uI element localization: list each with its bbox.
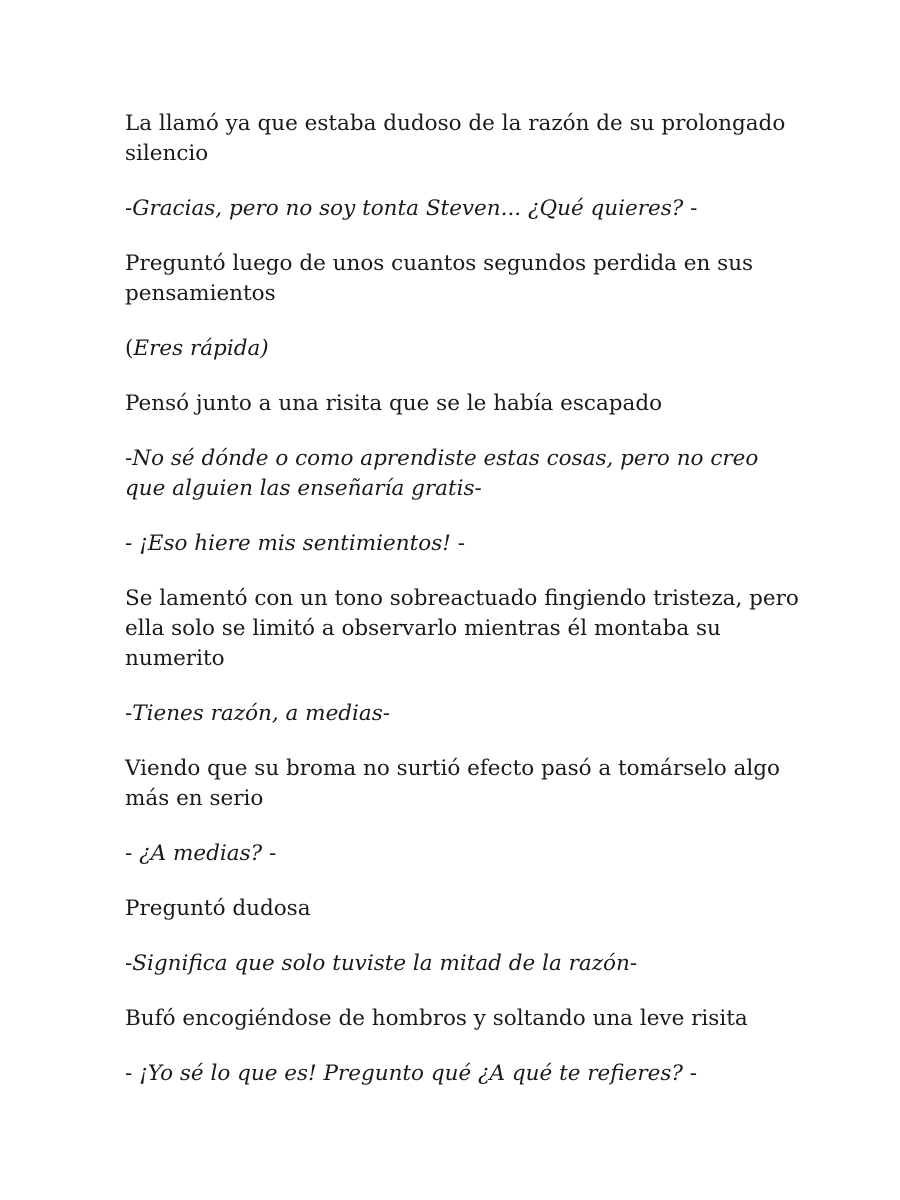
dialogue-speech: No sé dónde o como aprendiste estas cosas, pero no creo que alguien las enseñaría gratis bbox=[125, 446, 759, 501]
dialogue-paragraph bbox=[125, 444, 805, 504]
narration-paragraph: Pensó junto a una risita que se le había escapado bbox=[125, 391, 663, 416]
thought-paragraph bbox=[125, 334, 805, 364]
dialogue-paragraph bbox=[125, 1059, 805, 1089]
narration-paragraph: Se lamentó con un tono sobreactuado fingiendo tristeza, pero ella solo se limitó a observarlo mientras él montaba su numerito bbox=[125, 586, 799, 671]
narration-paragraph: La llamó ya que estaba dudoso de la razón de su prolongado silencio bbox=[125, 111, 786, 166]
narration-paragraph: Bufó encogiéndose de hombros y soltando una leve risita bbox=[125, 1006, 748, 1031]
dialogue-speech: ¿A medias? bbox=[139, 841, 263, 866]
dialogue-prefix: - bbox=[125, 951, 133, 976]
dialogue-suffix: - bbox=[382, 701, 391, 726]
dialogue-speech: Significa que solo tuviste la mitad de la razón bbox=[132, 951, 630, 976]
dialogue-suffix: - bbox=[450, 531, 465, 556]
narration-paragraph: Viendo que su broma no surtió efecto pasó a tomárselo algo más en serio bbox=[125, 756, 780, 811]
narration-paragraph: Preguntó dudosa bbox=[125, 896, 311, 921]
dialogue-suffix: - bbox=[262, 841, 277, 866]
dialogue-suffix: - bbox=[683, 196, 698, 221]
dialogue-prefix: ( bbox=[125, 336, 134, 361]
dialogue-paragraph bbox=[125, 699, 805, 729]
dialogue-prefix: - bbox=[125, 196, 133, 221]
dialogue-prefix: - bbox=[125, 446, 133, 471]
dialogue-speech: Gracias, pero no soy tonta Steven... ¿Qué quieres? bbox=[132, 196, 684, 221]
dialogue-suffix: - bbox=[629, 951, 638, 976]
dialogue-speech: ¡Yo sé lo que es! Pregunto qué ¿A qué te refieres? bbox=[139, 1061, 683, 1086]
dialogue-prefix: - bbox=[125, 1061, 140, 1086]
narration-paragraph: Preguntó luego de unos cuantos segundos perdida en sus pensamientos bbox=[125, 251, 754, 306]
dialogue-suffix: - bbox=[474, 476, 482, 501]
dialogue-prefix: - bbox=[125, 701, 133, 726]
dialogue-prefix: - bbox=[125, 841, 140, 866]
dialogue-suffix: - bbox=[682, 1061, 697, 1086]
dialogue-prefix: - bbox=[125, 531, 140, 556]
dialogue-speech: ¡Eso hiere mis sentimientos! bbox=[139, 531, 451, 556]
dialogue-speech: Tienes razón, a medias bbox=[132, 701, 383, 726]
dialogue-paragraph bbox=[125, 194, 805, 224]
dialogue-paragraph bbox=[125, 949, 805, 979]
dialogue-speech: Eres rápida) bbox=[133, 336, 269, 361]
document-body bbox=[125, 109, 805, 1114]
dialogue-paragraph bbox=[125, 529, 805, 559]
dialogue-paragraph bbox=[125, 839, 805, 869]
